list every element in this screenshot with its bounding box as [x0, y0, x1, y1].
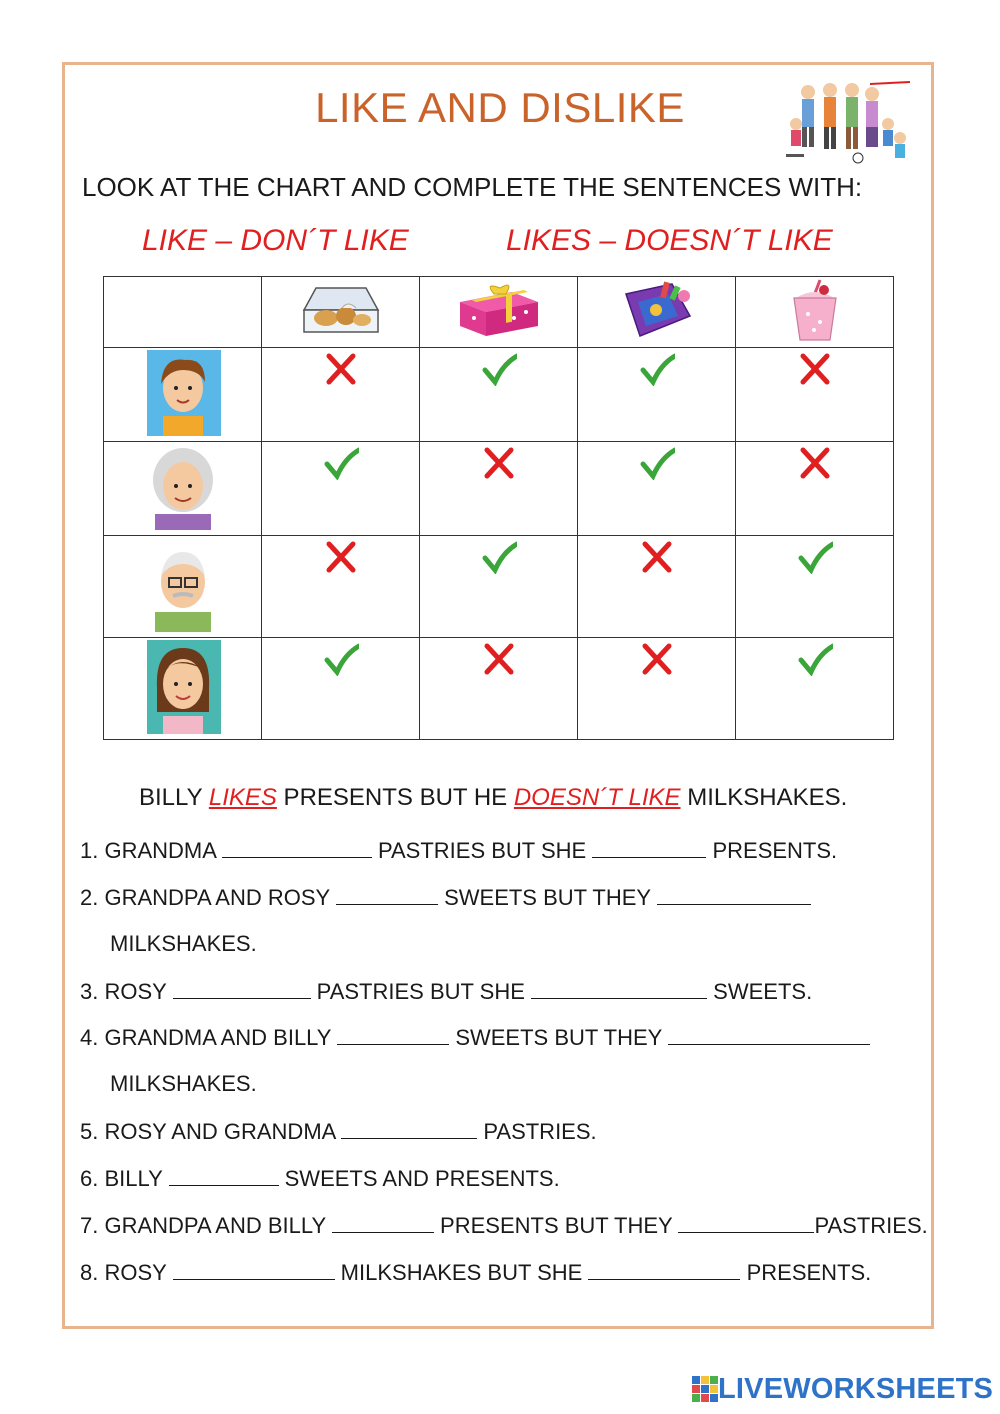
chart-mark-milkshakes: [736, 442, 894, 536]
sentence-text: PRESENTS.: [712, 838, 838, 863]
sentence-text: MILKSHAKES BUT SHE: [340, 1260, 583, 1285]
sentence-text: PASTRIES.: [814, 1213, 928, 1238]
chart-row-grandpa: [104, 536, 894, 638]
answer-blank[interactable]: [668, 1024, 870, 1045]
chart-mark-sweets: [578, 536, 736, 638]
sentence-text: SWEETS.: [713, 979, 813, 1004]
person-rosy: [104, 638, 262, 740]
person-grandma: [104, 442, 262, 536]
chart-mark-pastries: [262, 536, 420, 638]
tick-icon: [797, 642, 833, 676]
sentence-4-continued: MILKSHAKES.: [110, 1071, 257, 1096]
pastries-icon: [296, 280, 386, 340]
chart-mark-sweets: [578, 442, 736, 536]
answer-blank[interactable]: [531, 978, 707, 999]
chart-mark-presents: [420, 638, 578, 740]
sentence-text: SWEETS AND PRESENTS.: [284, 1166, 560, 1191]
column-presents: [420, 277, 578, 348]
cross-icon: [481, 446, 517, 480]
answer-blank[interactable]: [336, 884, 438, 905]
cross-icon: [323, 352, 359, 386]
sentence-8: [80, 1259, 871, 1286]
sentence-5: [80, 1118, 597, 1145]
chart-row-grandma: [104, 442, 894, 536]
person-grandpa: [104, 536, 262, 638]
rosy-avatar: [143, 638, 223, 734]
chart-row-billy: [104, 348, 894, 442]
sentence-text: PASTRIES BUT SHE: [316, 979, 525, 1004]
milkshake-icon: [770, 278, 860, 342]
answer-blank[interactable]: [337, 1024, 449, 1045]
sentence-1: [80, 837, 837, 864]
example-part: BILLY: [139, 784, 209, 811]
sentence-2: [80, 884, 811, 911]
sentence-text: 1. GRANDMA: [80, 838, 216, 863]
person-billy: [104, 348, 262, 442]
sentence-3: [80, 978, 812, 1005]
sentence-text: 5. ROSY AND GRANDMA: [80, 1119, 336, 1144]
sentence-4: [80, 1024, 870, 1051]
liveworksheets-logo-icon: [692, 1376, 718, 1402]
example-part: MILKSHAKES.: [680, 784, 848, 811]
chart-mark-sweets: [578, 638, 736, 740]
chart-mark-presents: [420, 536, 578, 638]
chart-mark-pastries: [262, 638, 420, 740]
sentence-7: [80, 1212, 928, 1239]
answer-blank[interactable]: [678, 1212, 814, 1233]
answer-blank[interactable]: [169, 1165, 279, 1186]
chart-row-rosy: [104, 638, 894, 740]
instruction-text: LOOK AT THE CHART AND COMPLETE THE SENTENCES WITH:: [82, 172, 863, 202]
sentence-text: 6. BILLY: [80, 1166, 163, 1191]
chart-mark-milkshakes: [736, 348, 894, 442]
answer-blank[interactable]: [588, 1259, 740, 1280]
tick-icon: [323, 446, 359, 480]
sentence-6: [80, 1165, 560, 1192]
chart-mark-presents: [420, 348, 578, 442]
present-icon: [454, 280, 544, 340]
tick-icon: [797, 540, 833, 574]
grandpa-avatar: [143, 536, 223, 632]
chart-mark-presents: [420, 442, 578, 536]
cross-icon: [639, 540, 675, 574]
chart-mark-pastries: [262, 348, 420, 442]
tick-icon: [639, 446, 675, 480]
page-title: LIKE AND DISLIKE: [315, 84, 685, 131]
cross-icon: [639, 642, 675, 676]
cross-icon: [323, 540, 359, 574]
cross-icon: [481, 642, 517, 676]
sentence-text: 4. GRANDMA AND BILLY: [80, 1025, 332, 1050]
answer-blank[interactable]: [592, 837, 706, 858]
chart-mark-milkshakes: [736, 638, 894, 740]
sentence-text: 2. GRANDPA AND ROSY: [80, 885, 330, 910]
answer-blank[interactable]: [222, 837, 372, 858]
tick-icon: [481, 540, 517, 574]
chart-mark-milkshakes: [736, 536, 894, 638]
tick-icon: [481, 352, 517, 386]
chart-corner-cell: [104, 277, 262, 348]
sentence-text: 8. ROSY: [80, 1260, 167, 1285]
chart-mark-sweets: [578, 348, 736, 442]
example-part: PRESENTS BUT HE: [276, 784, 514, 811]
tick-icon: [639, 352, 675, 386]
column-milkshakes: [736, 277, 894, 348]
answer-blank[interactable]: [173, 978, 311, 999]
grandma-avatar: [143, 442, 223, 530]
example-sentence: [139, 784, 847, 812]
brand-name: LIVEWORKSHEETS: [718, 1372, 994, 1405]
liveworksheets-logo[interactable]: [692, 1373, 993, 1405]
sentence-text: PRESENTS.: [746, 1260, 872, 1285]
cross-icon: [797, 352, 833, 386]
tick-icon: [323, 642, 359, 676]
answer-blank[interactable]: [657, 884, 811, 905]
sentence-text: PASTRIES.: [483, 1119, 597, 1144]
sentence-text: PRESENTS BUT THEY: [440, 1213, 673, 1238]
likes-chart: [103, 276, 894, 740]
sentence-2-continued: MILKSHAKES.: [110, 931, 257, 956]
option-likes-doesnt-like: LIKES – DOESN´T LIKE: [506, 224, 833, 257]
example-verb-doesnt-like: DOESN´T LIKE: [513, 784, 681, 811]
sentence-text: SWEETS BUT THEY: [455, 1025, 662, 1050]
sweets-icon: [612, 280, 702, 340]
cross-icon: [797, 446, 833, 480]
sentence-text: 7. GRANDPA AND BILLY: [80, 1213, 326, 1238]
example-verb-likes: LIKES: [208, 784, 277, 811]
column-pastries: [262, 277, 420, 348]
sentence-text: PASTRIES BUT SHE: [377, 838, 587, 863]
answer-blank[interactable]: [341, 1118, 477, 1139]
chart-mark-pastries: [262, 442, 420, 536]
option-like-dont-like: LIKE – DON´T LIKE: [142, 224, 409, 257]
family-illustration: [778, 78, 918, 170]
answer-blank[interactable]: [332, 1212, 434, 1233]
billy-avatar: [143, 348, 223, 436]
sentence-text: SWEETS BUT THEY: [444, 885, 651, 910]
column-sweets: [578, 277, 736, 348]
answer-blank[interactable]: [173, 1259, 335, 1280]
sentence-text: 3. ROSY: [80, 979, 167, 1004]
